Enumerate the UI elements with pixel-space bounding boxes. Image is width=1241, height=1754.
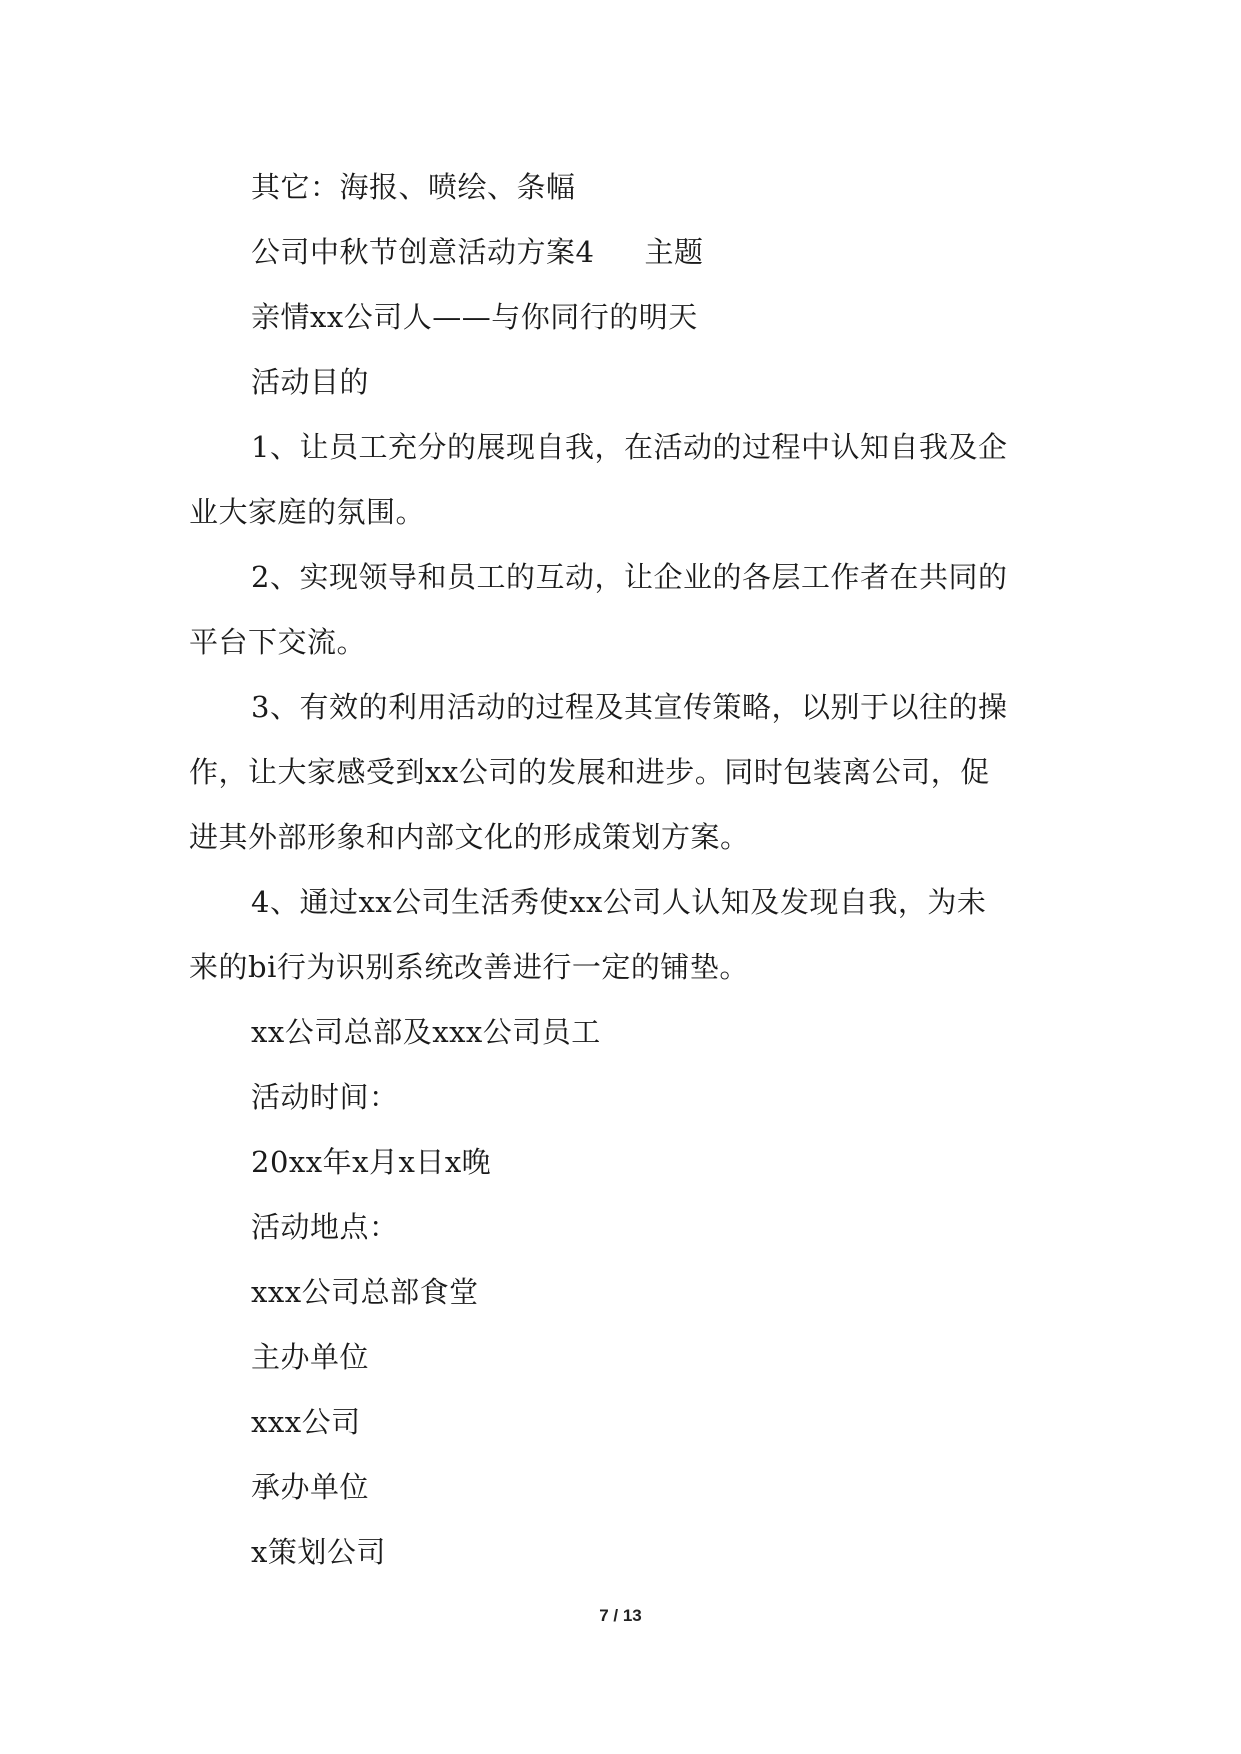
purpose-item-2-cont: 平台下交流。 xyxy=(189,625,367,659)
paragraph-contractor: x策划公司 xyxy=(251,1535,386,1569)
purpose-item-4-cont: 来的bi行为识别系统改善进行一定的铺垫。 xyxy=(189,950,749,984)
document-body xyxy=(189,155,1057,1585)
purpose-item-1-cont: 业大家庭的氛围。 xyxy=(189,495,426,529)
page-number: 7 / 13 xyxy=(599,1606,642,1625)
heading-time: 活动时间： xyxy=(251,1080,399,1114)
theme-heading: 主题 xyxy=(644,235,704,269)
heading-purpose: 活动目的 xyxy=(251,365,370,399)
paragraph-location: xxx公司总部食堂 xyxy=(251,1275,479,1309)
paragraph-plan-title xyxy=(189,220,1057,285)
purpose-item-2: 2、实现领导和员工的互动，让企业的各层工作者在共同的 xyxy=(251,560,1008,594)
paragraph-time: 20xx年x月x日x晚 xyxy=(251,1145,492,1179)
paragraph-materials: 其它：海报、喷绘、条幅 xyxy=(251,170,576,204)
purpose-item-1: 1、让员工充分的展现自我，在活动的过程中认知自我及企 xyxy=(251,430,1008,464)
paragraph-organizer: xxx公司 xyxy=(251,1405,361,1439)
purpose-item-3-cont-1: 作，让大家感受到xx公司的发展和进步。同时包装离公司，促 xyxy=(189,755,990,789)
heading-location: 活动地点： xyxy=(251,1210,399,1244)
paragraph-theme: 亲情xx公司人——与你同行的明天 xyxy=(251,300,698,334)
heading-organizer: 主办单位 xyxy=(251,1340,370,1374)
plan-title: 公司中秋节创意活动方案4 xyxy=(251,235,595,269)
purpose-item-3-cont-2: 进其外部形象和内部文化的形成策划方案。 xyxy=(189,820,750,854)
purpose-item-4: 4、通过xx公司生活秀使xx公司人认知及发现自我，为未 xyxy=(251,885,987,919)
purpose-item-3: 3、有效的利用活动的过程及其宣传策略，以别于以往的操 xyxy=(251,690,1008,724)
paragraph-participants: xx公司总部及xxx公司员工 xyxy=(251,1015,601,1049)
heading-contractor: 承办单位 xyxy=(251,1470,370,1504)
